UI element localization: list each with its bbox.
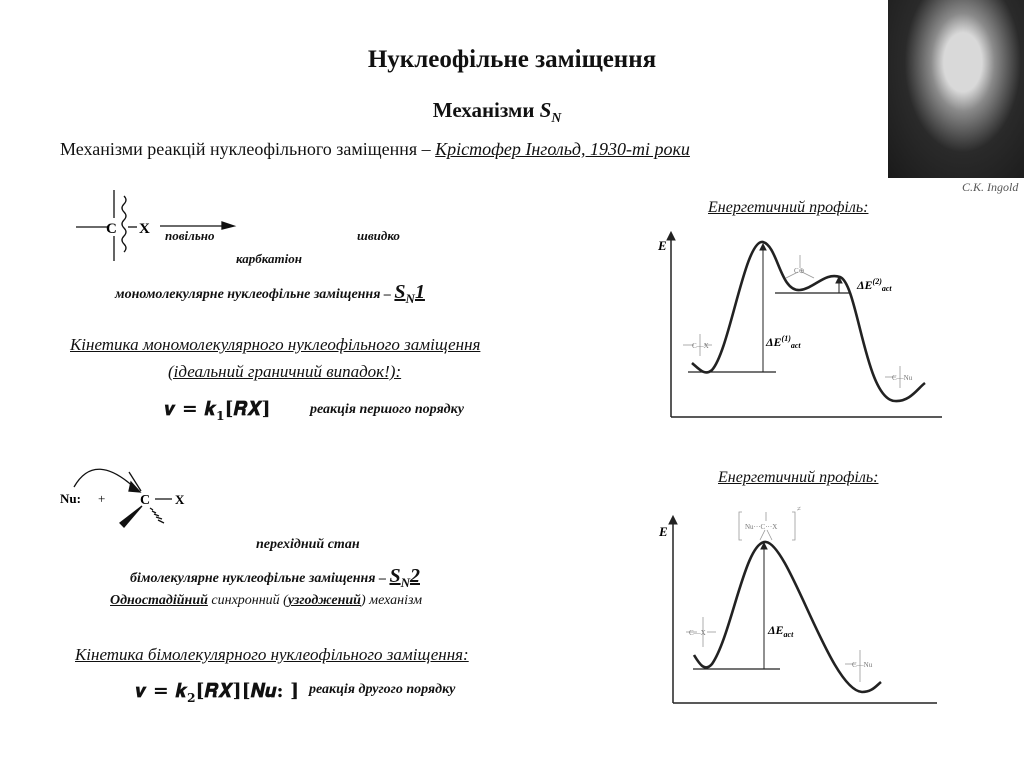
sn2-profile-title: Енергетичний профіль: (718, 469, 879, 486)
n-subscript: N (551, 110, 562, 126)
transition-state-structure: Nu···C···X (745, 523, 778, 531)
sn1-kinetics-title: Кінетика мономолекулярного нуклеофільного заміщення (70, 335, 481, 354)
transition-state-label: перехідний стан (256, 537, 360, 552)
sn2-symbol (389, 565, 420, 590)
delta-e1: ΔE (766, 335, 782, 349)
sn2-carbon: C (140, 493, 151, 508)
fast-label: швидко (357, 228, 400, 243)
product-structure-2: C—Nu (852, 661, 873, 669)
sn2-num: 2 (409, 565, 420, 587)
sn2-s: S (389, 565, 401, 587)
delta-e2: ΔE (857, 278, 873, 292)
s-symbol: S (539, 98, 552, 122)
sn2-rate-law (136, 680, 299, 705)
sn1-leaving-group: X (139, 221, 150, 237)
signature: C.K. Ingold (962, 180, 1019, 194)
sn1-s: S (394, 281, 406, 303)
energy-profile-sn2 (669, 512, 937, 703)
sn1-profile-title: Енергетичний профіль: (708, 199, 869, 216)
slow-label: повільно (165, 228, 215, 243)
reactant-structure-2: C—X (689, 629, 706, 637)
energy-profile-sn1 (667, 232, 942, 417)
one-step: Одностадійний (110, 593, 208, 608)
delta-e2-label (856, 277, 892, 293)
sn1-name-text: мономолекулярне нуклеофільне заміщення – (115, 287, 395, 302)
delta-e1-sup: (1) (781, 334, 791, 343)
sn1-order: реакція першого порядку (310, 402, 464, 417)
sn2-mechanism (110, 593, 422, 609)
delta-e1-label (765, 334, 801, 350)
carbocation-structure: C⊕ (794, 267, 805, 275)
rate-lhs: 𝒗 = 𝒌 (136, 680, 187, 702)
rate-rhs: [𝑹𝑿][𝑵𝒖: ] (195, 680, 300, 702)
concerted: узгоджений (287, 593, 361, 608)
energy-axis-label: E (658, 238, 667, 253)
sn2-n: N (400, 575, 410, 590)
sn2-leaving-group: X (175, 492, 185, 507)
sn2-name-text: бімолекулярне нуклеофільне заміщення – (130, 571, 390, 586)
mechanism-end: ) механізм (360, 593, 423, 608)
sn2-order: реакція другого порядку (309, 682, 456, 697)
sn2-kinetics-title: Кінетика бімолекулярного нуклеофільного заміщення: (75, 645, 469, 664)
nucleophile: Nu: (60, 491, 81, 506)
product-structure: C—Nu (892, 374, 913, 382)
sn1-kinetics-note: (ідеальний граничний випадок!): (168, 362, 402, 381)
bond-break-squiggle (122, 196, 126, 252)
subtitle-text: Механізми (432, 98, 540, 122)
sn1-n: N (405, 291, 415, 306)
delta-e-sub: act (783, 630, 794, 639)
sn1-rate-law (165, 398, 271, 423)
sn2-scheme (74, 469, 172, 527)
delta-e-label (767, 623, 794, 639)
wedge-bond (120, 506, 142, 527)
rate-sub: 𝟐 (186, 689, 196, 705)
sn1-num: 1 (414, 281, 425, 303)
rate-rhs: [𝑹𝑿] (224, 398, 271, 420)
delta-e2-sup: (2) (872, 277, 882, 286)
intro-author: Крістофер Інгольд, 1930-ті роки (435, 139, 690, 159)
delta-e: ΔE (768, 623, 784, 637)
rate-sub: 𝟏 (215, 407, 225, 423)
sn1-symbol (394, 281, 425, 306)
sn2-name (130, 565, 420, 591)
sn1-carbon: C (106, 221, 117, 237)
carbocation-label: карбкатіон (236, 251, 302, 266)
energy-axis-label-2: E (659, 524, 668, 539)
sync: синхронний ( (207, 593, 288, 608)
delta-e1-sub: act (790, 341, 801, 350)
plus: + (98, 491, 106, 506)
sn1-scheme (76, 190, 234, 261)
page-title: Нуклеофільне заміщення (367, 46, 657, 73)
sn1-name (115, 281, 425, 307)
reactant-structure: C—X (692, 342, 709, 350)
transition-state-mark: ≠ (797, 505, 801, 513)
rate-lhs: 𝒗 = 𝒌 (165, 398, 216, 420)
intro-text: Механізми реакцій нуклеофільного заміщення – (60, 139, 436, 159)
attack-arrow (74, 469, 137, 490)
delta-e2-sub: act (881, 284, 892, 293)
